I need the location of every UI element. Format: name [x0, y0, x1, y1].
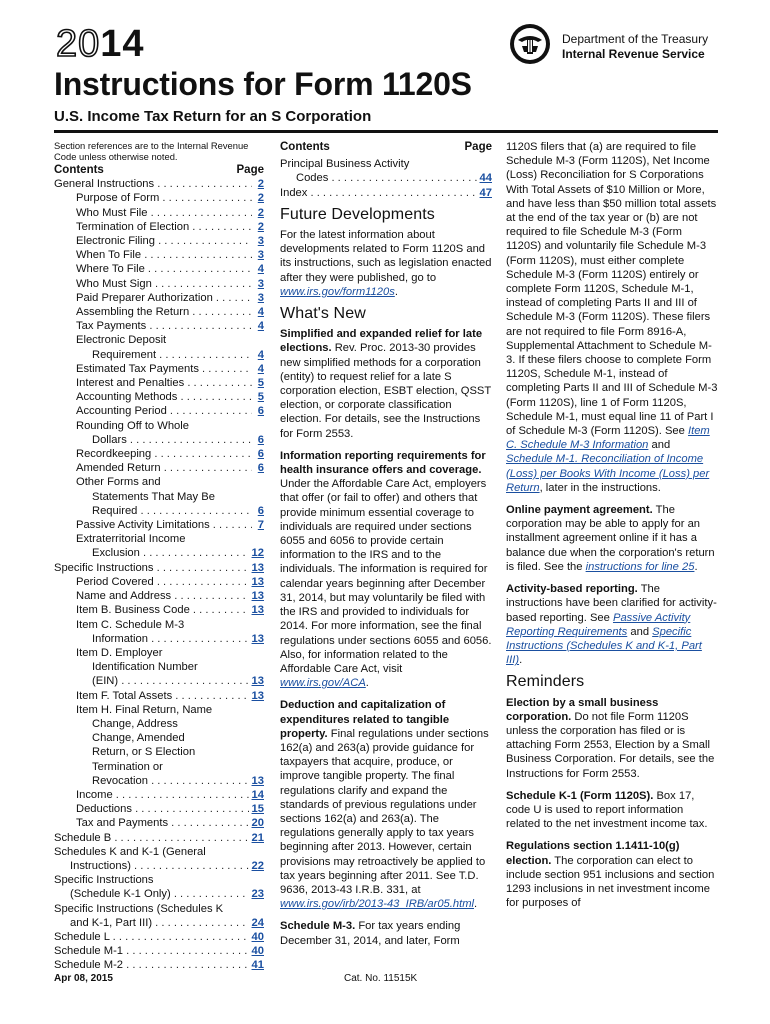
agency-block: [508, 22, 718, 68]
toc2-heading: Contents: [280, 141, 330, 153]
health-insurance-paragraph: [280, 449, 492, 690]
toc-entry[interactable]: [54, 689, 264, 703]
toc-entry-label: Recordkeeping . . .: [76, 447, 252, 461]
toc-entry[interactable]: [54, 958, 264, 972]
item-c-link[interactable]: Item C. Schedule M-3 Information: [506, 425, 710, 452]
toc-entry[interactable]: [54, 518, 264, 532]
toc-entry-label: Electronic Filing . . .: [76, 234, 252, 248]
toc-entry[interactable]: [54, 362, 264, 376]
toc-entry-label: Index . . .: [280, 186, 480, 200]
toc-heading: Contents: [54, 164, 104, 176]
year-suffix: 14: [100, 23, 145, 65]
toc-entry[interactable]: [54, 575, 264, 589]
toc-page-number[interactable]: 5: [255, 376, 264, 390]
toc-entry-label: Item F. Total Assets . . .: [76, 689, 252, 703]
toc-page-number[interactable]: 6: [255, 404, 264, 418]
tangible-property-text: Final regulations under sections 162(a) and 263(a) provide guidance for taxpayers that acquire, produce, or improve tangible property. The final regulations clarify and expand the standards of previous regulations under sections 162(a) and 263(a). The regulations generally apply to tax years beginning after 2013. However, certain provisions may retroactively be applied to tax years beginning after 2011. See T.D. 9636, 2013-43 I.R.B. 331, at: [280, 727, 489, 896]
toc-entry[interactable]: [54, 206, 264, 220]
toc-entry-continuation: Dollars . . .: [76, 433, 252, 447]
aca-link[interactable]: www.irs.gov/ACA: [280, 677, 366, 690]
toc2-page-label: Page: [464, 141, 492, 153]
toc-entry[interactable]: [54, 191, 264, 205]
toc-entry-label: Rounding Off to Whole: [76, 419, 189, 432]
toc-entry-label: Extraterritorial Income: [76, 533, 186, 546]
toc-page-number[interactable]: 4: [255, 362, 264, 376]
toc-entry[interactable]: [280, 157, 492, 185]
toc-page-number[interactable]: 13: [249, 774, 264, 788]
toc-entry-label: Schedules K and K-1 (General: [54, 845, 206, 858]
toc-entry[interactable]: [54, 944, 264, 958]
toc-entry-label: Specific Instructions: [54, 874, 154, 887]
toc-entry[interactable]: [54, 703, 264, 788]
toc-entry[interactable]: [54, 390, 264, 404]
toc-entry[interactable]: [54, 291, 264, 305]
activity-reporting-paragraph: [506, 582, 718, 667]
toc-page-number[interactable]: 12: [249, 546, 264, 560]
toc-entry[interactable]: [54, 831, 264, 845]
toc-entry[interactable]: [54, 532, 264, 560]
toc-page-number[interactable]: 13: [249, 603, 264, 617]
toc-page-number[interactable]: 13: [249, 632, 264, 646]
toc-entry[interactable]: [54, 845, 264, 873]
toc-page-number[interactable]: 22: [249, 859, 264, 873]
toc-entry-label: Interest and Penalties . . .: [76, 376, 252, 390]
schedule-k1-title: Schedule K-1 (Form 1120S).: [506, 789, 654, 802]
toc-page-number[interactable]: 2: [255, 191, 264, 205]
agency-service: Internal Revenue Service: [562, 47, 705, 61]
toc-entry-continuation: Change, Address: [92, 717, 178, 730]
toc-page-number[interactable]: 3: [255, 291, 264, 305]
toc-page-number[interactable]: 47: [477, 186, 492, 200]
toc-entry-label: Name and Address . . .: [76, 589, 252, 603]
toc-column: [54, 140, 264, 973]
toc-entry-continuation: Identification Number: [92, 661, 198, 674]
toc-entry[interactable]: [54, 319, 264, 333]
page-subtitle: U.S. Income Tax Return for an S Corporation: [54, 108, 372, 125]
schedule-m1-link[interactable]: Schedule M-1. Reconciliation of Income (Loss) per Books With Income (Loss) per Return: [506, 453, 710, 494]
toc-page-number[interactable]: 40: [249, 944, 264, 958]
future-developments-heading: Future Developments: [280, 205, 435, 223]
small-business-paragraph: [506, 696, 718, 781]
toc-page-number[interactable]: 4: [255, 305, 264, 319]
toc-entry-label: Specific Instructions (Schedules K: [54, 902, 224, 915]
regulations-paragraph: [506, 839, 718, 910]
whats-new-heading: What's New: [280, 305, 366, 323]
toc-entry-continuation: Required . . .: [76, 504, 252, 518]
toc-entry-continuation: Return, or S Election: [92, 746, 196, 759]
toc-entry-label: Estimated Tax Payments . . .: [76, 362, 252, 376]
toc-page-number[interactable]: 14: [249, 788, 264, 802]
toc-page-number[interactable]: 44: [477, 171, 492, 185]
late-elections-title: Simplified and expanded relief for late elections.: [280, 328, 483, 355]
toc-entry[interactable]: [54, 419, 264, 447]
toc-entry-continuation: Codes . . .: [280, 171, 480, 185]
toc-page-number[interactable]: 13: [249, 589, 264, 603]
schedule-m3-text: For tax years ending December 31, 2014, and later, Form: [280, 920, 461, 947]
middle-column: [280, 140, 492, 956]
specific-instructions-link[interactable]: Specific Instructions (Schedules K and K-1, Part III): [506, 625, 702, 667]
small-business-title: Election by a small business corporation.: [506, 696, 659, 723]
aca-after: .: [365, 677, 369, 690]
toc-entry[interactable]: [54, 248, 264, 262]
activity-reporting-title: Activity-based reporting.: [506, 583, 638, 596]
toc-entry-continuation: (EIN) . . .: [76, 674, 252, 688]
future-after: .: [394, 285, 398, 298]
toc-page-number[interactable]: 6: [255, 447, 264, 461]
toc-entry[interactable]: [54, 902, 264, 930]
toc-entry-continuation: Change, Amended: [92, 732, 185, 745]
toc-entry-label: Purpose of Form . . .: [76, 191, 252, 205]
m3-filers-mid: and: [648, 439, 671, 452]
toc-page-number[interactable]: 6: [255, 461, 264, 475]
m3-filers-after: , later in the instructions.: [539, 481, 661, 494]
toc-entry-label: Schedule M-2 . . .: [54, 958, 252, 972]
right-column: [506, 140, 718, 918]
irb-link[interactable]: www.irs.gov/irb/2013-43_IRB/ar05.html: [280, 898, 474, 911]
toc-entry-label: Amended Return . . .: [76, 461, 252, 475]
toc-entry-continuation: and K-1, Part III) . . .: [54, 916, 252, 930]
toc-entry-label: Deductions . . .: [76, 802, 252, 816]
page-title: Instructions for Form 1120S: [54, 66, 472, 102]
toc-entry-label: Item B. Business Code . . .: [76, 603, 252, 617]
toc-entry-continuation: Termination or: [92, 760, 163, 773]
catalog-number: Cat. No. 11515K: [344, 973, 418, 984]
future-text: For the latest information about developments related to Form 1120S and its instructions, such as legislation enacted after they were published, go to: [280, 229, 492, 284]
toc-entry[interactable]: [54, 305, 264, 319]
toc-entry-label: Who Must Sign . . .: [76, 277, 252, 291]
toc-entry-continuation: Statements That May Be: [92, 490, 215, 503]
toc-entry[interactable]: [54, 277, 264, 291]
toc-page-number[interactable]: 15: [249, 802, 264, 816]
toc-page-number[interactable]: 13: [249, 575, 264, 589]
toc-entry[interactable]: [54, 802, 264, 816]
toc-entry-continuation: Revocation . . .: [76, 774, 252, 788]
toc-page-number[interactable]: 23: [249, 887, 264, 901]
toc-entry[interactable]: [54, 618, 264, 646]
passive-activity-link[interactable]: Passive Activity Reporting Requirements: [506, 611, 691, 638]
toc-page-number[interactable]: 6: [255, 504, 264, 518]
tangible-property-title: Deduction and capitalization of expenditures related to tangible property.: [280, 699, 450, 740]
toc-entry-label: Assembling the Return . . .: [76, 305, 252, 319]
toc-entry-continuation: Instructions) . . .: [54, 859, 252, 873]
toc-page-number[interactable]: 5: [255, 390, 264, 404]
health-insurance-text: Under the Affordable Care Act, employers that offer (or fail to offer) and others that provide minimum essential coverage to individuals are required under sections 6055 and 6056 to provide certain information to the IRS and to the individuals. The information is required for calendar years beginning after December 31, 2014, but may voluntarily be filed with the IRS and provided to individuals for 2014. For more information, see the final regulations under sections 6055 and 6056. Also, for information related to the Affordable Care Act, visit: [280, 478, 492, 675]
toc-entry-label: Period Covered . . .: [76, 575, 252, 589]
toc-entry-label: Schedule L . . .: [54, 930, 252, 944]
late-elections-paragraph: [280, 327, 492, 441]
toc-entry-label: Item H. Final Return, Name: [76, 703, 213, 716]
toc-entry-label: Item D. Employer: [76, 646, 163, 659]
toc-entry[interactable]: [54, 262, 264, 276]
toc-entry[interactable]: [54, 475, 264, 518]
toc-page-number[interactable]: 21: [249, 831, 264, 845]
toc-entry-label: Item C. Schedule M-3: [76, 618, 185, 631]
toc-entry[interactable]: [280, 186, 492, 200]
form-year: [56, 24, 145, 64]
toc-page-number[interactable]: 4: [255, 262, 264, 276]
small-business-text: Do not file Form 1120S unless the corporation has filed or is attaching Form 2553, Election by a Small Business Corporation. For details, see the Instructions for Form 2553.: [506, 710, 715, 780]
toc-entry-label: Schedule M-1 . . .: [54, 944, 252, 958]
toc-entry[interactable]: [54, 603, 264, 617]
toc-entry-label: Termination of Election . . .: [76, 220, 252, 234]
m3-filers-text: 1120S filers that (a) are required to file Schedule M-3 (Form 1120S), Net Income (Loss) Reconciliation for S Corporations With Total Assets of $10 Million or More, and have less than $50 million total assets at the end of the tax year or (b) are not required to file Schedule M-3 (Form 1120S) and voluntarily file Schedule M-3 (Form 1120S), must either complete Schedule M-3 (Form 1120S) entirely or complete Form 1120S, Schedule M-1, instead of completing Parts II and III of Schedule M-3 (Form 1120S). These filers are not required to file Form 8916-A, Supplemental Attachment to Schedule M-3. If these filers choose to complete Form 1120S, Schedule M-1, instead of completing Parts II and III of Schedule M-3 (Form 1120S), line 1 of Form 1120S, Schedule M-1, must equal line 11 of Part I of Schedule M-3 (Form 1120S). See: [506, 141, 718, 438]
regulations-title: Regulations section 1.1411-10(g) election.: [506, 840, 680, 867]
toc2-list: [280, 157, 492, 200]
toc-entry-label: Where To File . . .: [76, 262, 252, 276]
toc-entry[interactable]: [54, 788, 264, 802]
title-divider: [54, 130, 718, 133]
toc-page-number[interactable]: 13: [249, 561, 264, 575]
activity-reporting-text: The instructions have been clarified for activity-based reporting. See: [506, 583, 717, 624]
toc-entry-label: Passive Activity Limitations . . .: [76, 518, 252, 532]
toc-page-number[interactable]: 6: [255, 433, 264, 447]
toc-entry[interactable]: [54, 561, 264, 575]
toc-page-number[interactable]: 2: [255, 177, 264, 191]
toc-entry-continuation: Requirement . . .: [76, 348, 252, 362]
toc-entry-label: Electronic Deposit: [76, 334, 167, 347]
toc-page-number[interactable]: 24: [249, 916, 264, 930]
toc-entry[interactable]: [54, 220, 264, 234]
toc-entry[interactable]: [54, 177, 264, 191]
code-reference-note: Section references are to the Internal Revenue Code unless otherwise noted.: [54, 140, 249, 162]
toc-entry[interactable]: [54, 930, 264, 944]
m3-filers-paragraph: [506, 140, 718, 495]
schedule-m3-paragraph: [280, 919, 492, 947]
late-elections-text: Rev. Proc. 2013-30 provides new simplified methods for a corporation (entity) to request relief for a late S corporation election, ESBT election, QSST election, or corporate classification election. For details, see the Instructions for Form 2553.: [280, 342, 492, 440]
toc-entry-continuation: (Schedule K-1 Only) . . .: [54, 887, 252, 901]
toc-entry-label: Who Must File . . .: [76, 206, 252, 220]
toc-entry-label: Tax Payments . . .: [76, 319, 252, 333]
toc-entry-label: Principal Business Activity: [280, 158, 410, 171]
agency-department: Department of the Treasury: [562, 32, 709, 46]
toc-entry-continuation: Exclusion . . .: [76, 546, 252, 560]
toc-page-number[interactable]: 4: [255, 348, 264, 362]
regulations-text: The corporation can elect to include section 951 inclusions and section 1293 inclusions in net investment income for purposes of: [506, 854, 715, 910]
tangible-property-paragraph: [280, 698, 492, 911]
toc-entry-label: General Instructions . . .: [54, 177, 252, 191]
toc-entry[interactable]: [54, 376, 264, 390]
toc-entry[interactable]: [54, 234, 264, 248]
toc-entry-label: Other Forms and: [76, 476, 161, 489]
toc-entry-label: When To File . . .: [76, 248, 252, 262]
toc-entry[interactable]: [54, 816, 264, 830]
future-developments-text: [280, 228, 492, 299]
toc-entry-label: Income . . .: [76, 788, 252, 802]
toc-entry-label: Tax and Payments . . .: [76, 816, 252, 830]
schedule-m3-title: Schedule M-3.: [280, 920, 356, 933]
toc-entry-label: Accounting Methods . . .: [76, 390, 252, 404]
activity-reporting-mid: and: [627, 625, 653, 638]
toc-entry-continuation: Information . . .: [76, 632, 252, 646]
irb-after: .: [474, 898, 478, 911]
online-payment-title: Online payment agreement.: [506, 504, 653, 517]
toc-page-number[interactable]: 3: [255, 234, 264, 248]
toc-entry[interactable]: [54, 873, 264, 901]
toc-entry[interactable]: [54, 589, 264, 603]
activity-reporting-after: .: [519, 654, 523, 667]
toc-entry[interactable]: [54, 461, 264, 475]
toc-page-number[interactable]: 41: [249, 958, 264, 972]
toc-entry-label: Specific Instructions . . .: [54, 561, 252, 575]
online-payment-paragraph: [506, 503, 718, 574]
toc-entry-label: Schedule B . . .: [54, 831, 252, 845]
toc-page-number[interactable]: 3: [255, 248, 264, 262]
toc-page-number[interactable]: 2: [255, 206, 264, 220]
health-insurance-title: Information reporting requirements for health insurance offers and coverage.: [280, 449, 486, 477]
toc2-header: [280, 140, 492, 154]
toc-page-number[interactable]: 13: [249, 674, 264, 688]
online-payment-after: .: [694, 560, 698, 573]
line25-link[interactable]: instructions for line 25: [585, 560, 695, 573]
toc-entry-label: Accounting Period . . .: [76, 404, 252, 418]
toc-entry[interactable]: [54, 447, 264, 461]
toc-page-number[interactable]: 3: [255, 277, 264, 291]
toc-page-number[interactable]: 2: [255, 220, 264, 234]
toc-page-number[interactable]: 40: [249, 930, 264, 944]
toc-header: [54, 163, 264, 177]
toc-entry-label: Paid Preparer Authorization . . .: [76, 291, 252, 305]
year-prefix: 20: [56, 23, 101, 65]
reminders-heading: Reminders: [506, 673, 585, 691]
toc-list: [54, 177, 264, 972]
toc-entry[interactable]: [54, 404, 264, 418]
toc-entry[interactable]: [54, 646, 264, 689]
irs-eagle-seal-icon: [508, 22, 552, 66]
toc-entry[interactable]: [54, 333, 264, 361]
schedule-k1-paragraph: [506, 789, 718, 832]
revision-date: Apr 08, 2015: [54, 973, 113, 984]
online-payment-text: The corporation may be able to apply for an installment agreement online if it has a balance due when the corporation's return is filed. See the: [506, 504, 715, 573]
toc-page-number[interactable]: 7: [255, 518, 264, 532]
toc-page-number[interactable]: 13: [249, 689, 264, 703]
toc-page-label: Page: [236, 164, 264, 176]
toc-page-number[interactable]: 20: [249, 816, 264, 830]
schedule-k1-text: Box 17, code U is used to report information related to the net investment income tax.: [506, 789, 708, 831]
form1120s-link[interactable]: www.irs.gov/form1120s: [280, 285, 395, 298]
toc-page-number[interactable]: 4: [255, 319, 264, 333]
